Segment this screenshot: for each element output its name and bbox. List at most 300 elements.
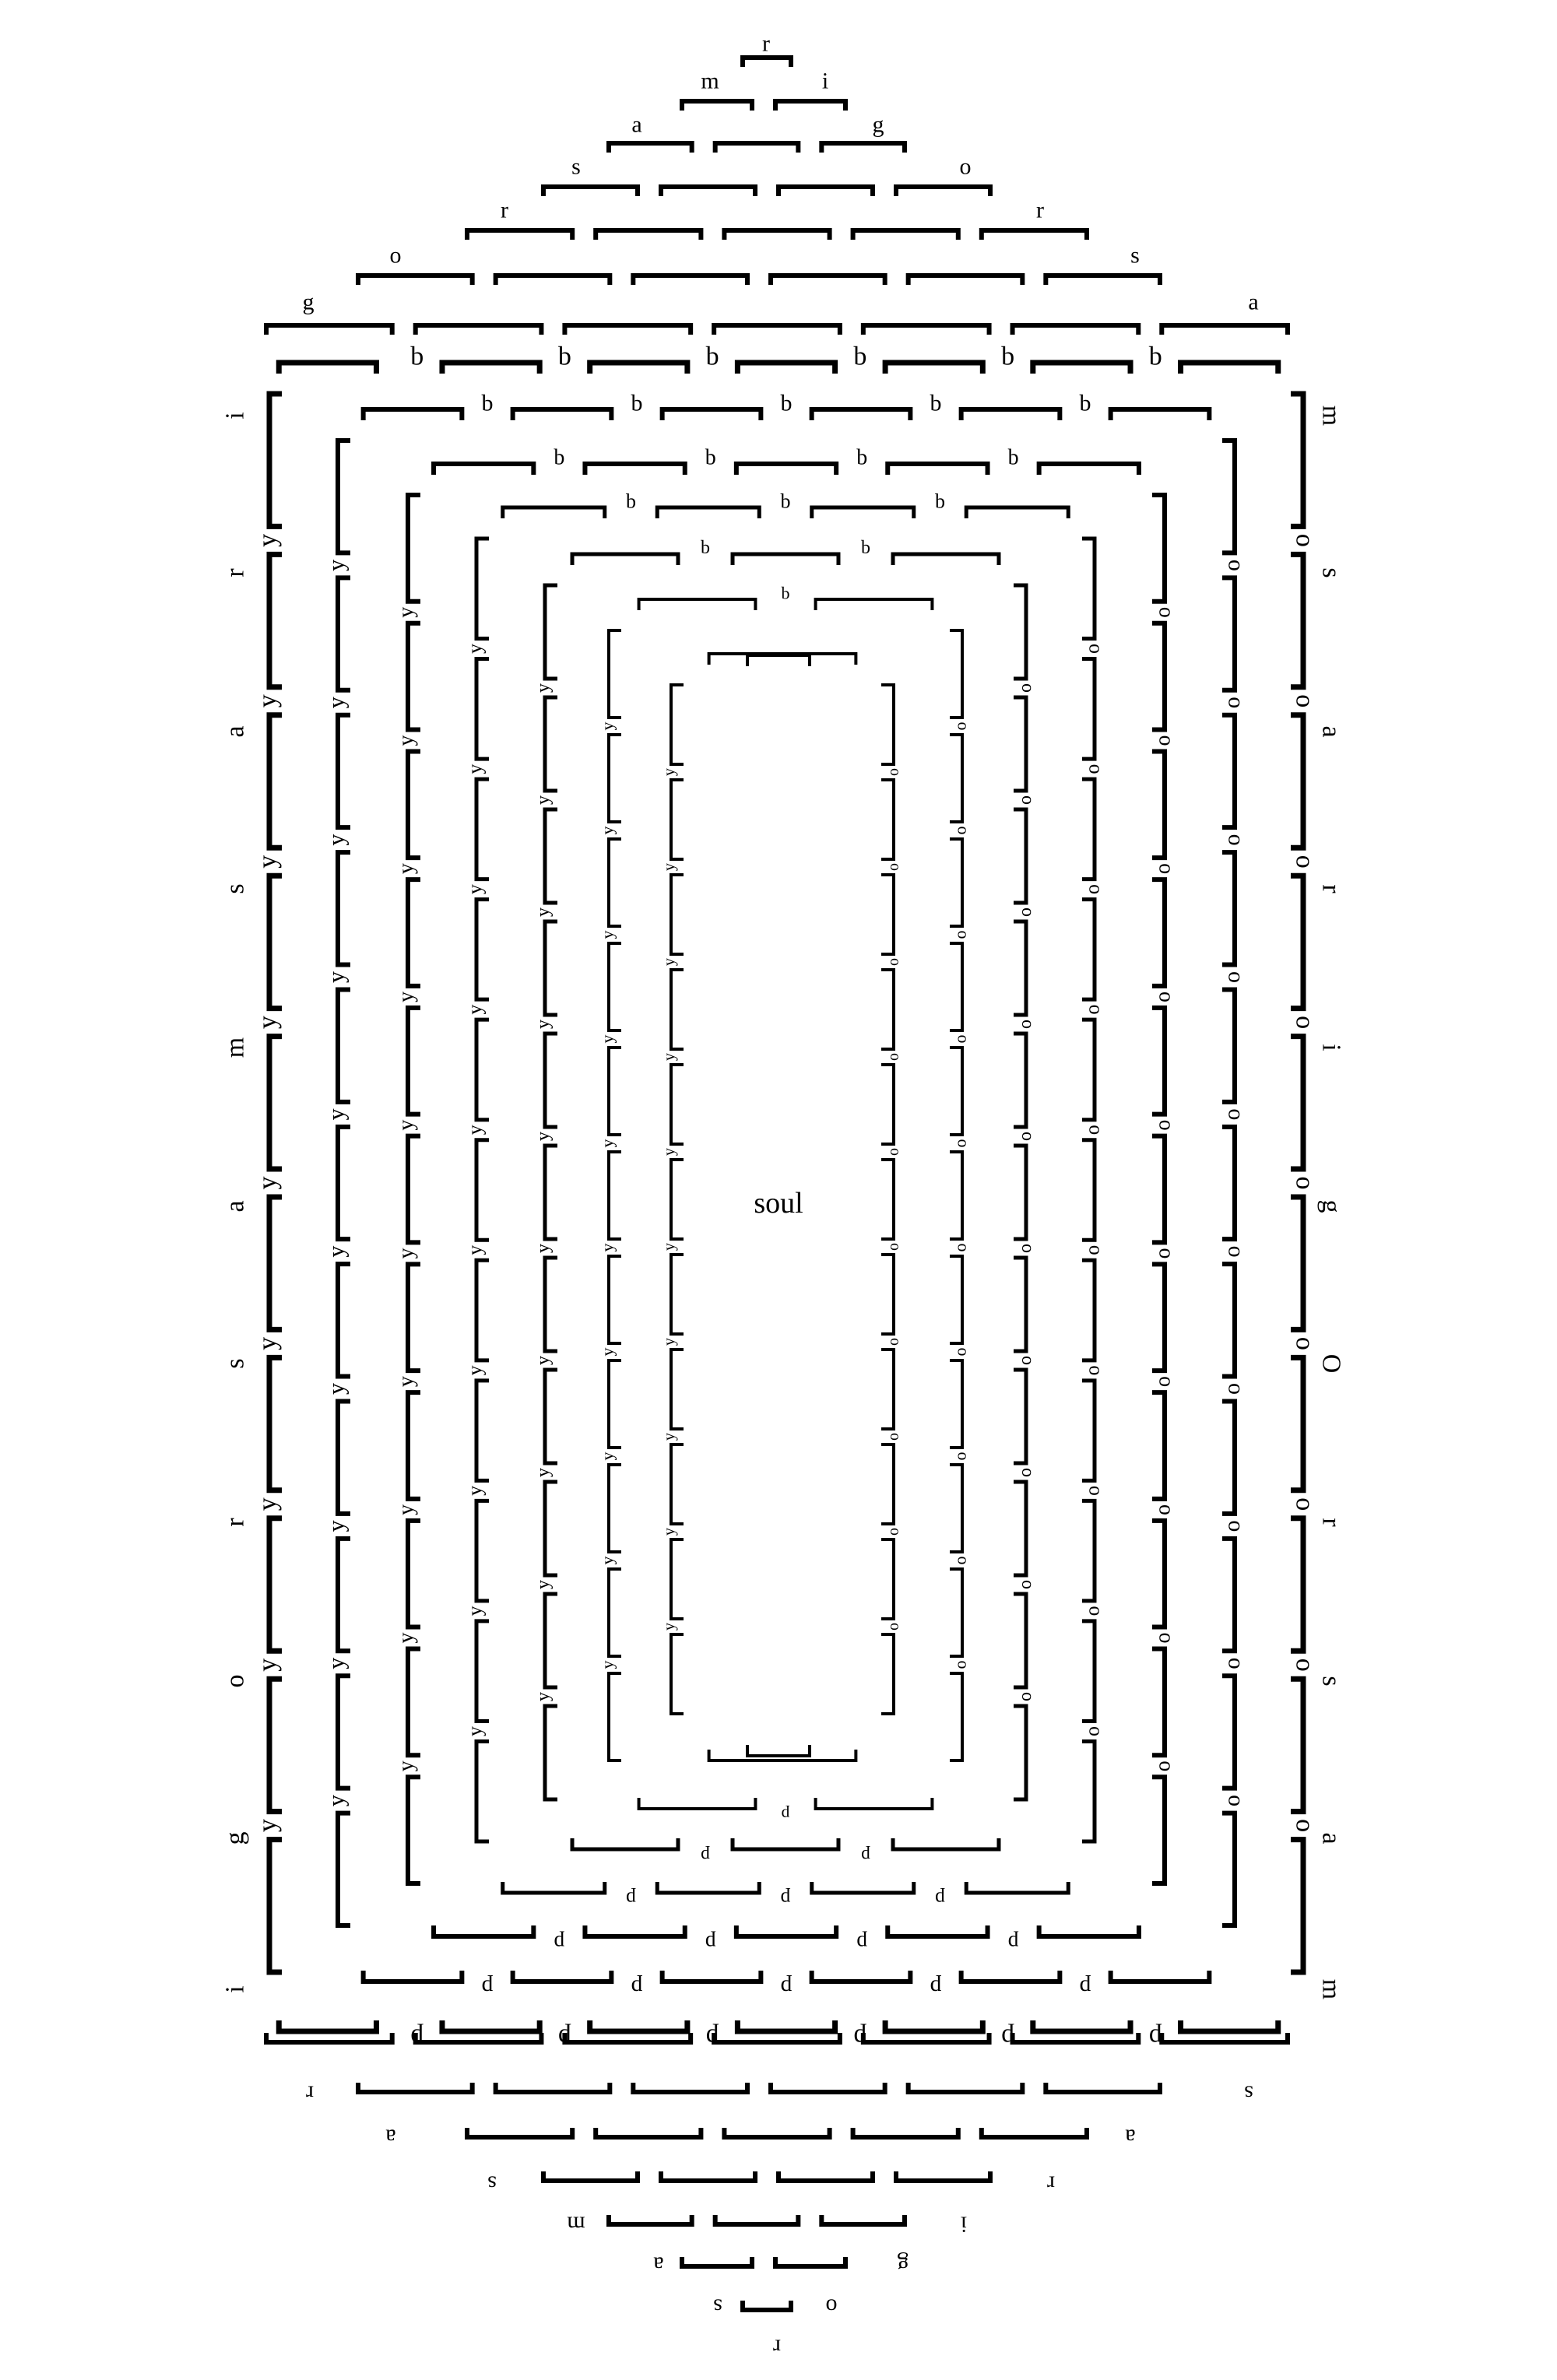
apex-bottom-letter: r bbox=[306, 2080, 314, 2107]
right-outer-letter: i bbox=[1316, 1044, 1346, 1051]
left-bracket bbox=[671, 1350, 684, 1429]
top-bar bbox=[812, 409, 911, 420]
right-fill-letter: o bbox=[1154, 1376, 1179, 1388]
top-fill-letter: b bbox=[705, 445, 716, 470]
apex-bottom-bar bbox=[775, 2257, 845, 2266]
left-bracket bbox=[338, 1813, 350, 1925]
bottom-fill-letter: p bbox=[853, 2023, 867, 2052]
right-fill-letter: o bbox=[1017, 1468, 1038, 1477]
left-fill-letter: y bbox=[253, 855, 283, 869]
apex-bottom-bar bbox=[863, 2033, 989, 2042]
left-bracket bbox=[338, 577, 350, 690]
inner-bottom-bar bbox=[747, 1745, 810, 1756]
left-bracket bbox=[408, 1777, 420, 1883]
apex-top-bar bbox=[909, 276, 1023, 285]
apex-top-letter: g bbox=[872, 111, 884, 138]
bottom-bar bbox=[585, 1925, 684, 1936]
left-bracket bbox=[609, 735, 621, 822]
right-bracket bbox=[1291, 1518, 1303, 1651]
top-bar bbox=[657, 507, 759, 518]
apex-top-bar bbox=[661, 187, 755, 196]
left-fill-letter: y bbox=[394, 1376, 419, 1388]
right-outer-letter: s bbox=[1316, 567, 1346, 578]
right-bracket bbox=[950, 1256, 962, 1343]
right-bracket bbox=[1082, 1741, 1095, 1841]
apex-top-bar bbox=[715, 143, 799, 153]
apex-top-bar bbox=[863, 325, 989, 335]
right-outer-letter: r bbox=[1316, 884, 1346, 893]
left-bracket bbox=[338, 441, 350, 553]
top-fill-letter: b bbox=[1148, 342, 1162, 371]
right-fill-letter: o bbox=[1154, 1248, 1179, 1259]
apex-bottom-letter: s bbox=[713, 2294, 722, 2320]
top-bar bbox=[893, 554, 999, 565]
left-bracket bbox=[408, 1008, 420, 1115]
top-bar bbox=[736, 464, 836, 475]
right-fill-letter: o bbox=[1084, 1725, 1108, 1736]
inner-top-bar bbox=[747, 655, 810, 666]
right-bracket bbox=[1082, 539, 1095, 639]
left-bracket bbox=[408, 1521, 420, 1627]
right-outer-letter: m bbox=[1316, 1978, 1346, 2000]
right-fill-letter: o bbox=[1223, 697, 1249, 709]
right-bracket bbox=[1152, 1521, 1165, 1627]
right-bracket bbox=[1152, 1264, 1165, 1371]
left-bracket bbox=[269, 876, 282, 1008]
left-fill-letter: y bbox=[253, 1176, 283, 1190]
right-bracket bbox=[950, 839, 962, 926]
left-fill-letter: y bbox=[533, 1468, 554, 1477]
apex-top-bar bbox=[682, 101, 752, 111]
left-bracket bbox=[609, 1048, 621, 1135]
right-fill-letter: o bbox=[1017, 1020, 1038, 1029]
right-bracket bbox=[1291, 876, 1303, 1008]
right-bracket bbox=[1014, 809, 1026, 903]
apex-top-bar bbox=[775, 101, 845, 111]
apex-bottom-bar bbox=[266, 2033, 392, 2042]
left-bracket bbox=[408, 1649, 420, 1756]
top-bar bbox=[572, 554, 678, 565]
left-fill-letter: y bbox=[533, 1356, 554, 1365]
right-fill-letter: o bbox=[887, 1433, 904, 1441]
right-bracket bbox=[881, 1350, 894, 1429]
apex-top-bar bbox=[771, 276, 885, 285]
top-fill-letter: b bbox=[410, 342, 424, 371]
right-fill-letter: o bbox=[954, 721, 974, 731]
apex-bottom-letter: g bbox=[897, 2252, 909, 2278]
apex-top-bar bbox=[266, 325, 392, 335]
left-bracket bbox=[408, 751, 420, 858]
apex-top-bar bbox=[821, 143, 905, 153]
apex-top-letter: a bbox=[1248, 289, 1259, 315]
apex-bottom-bar bbox=[778, 2171, 873, 2181]
bottom-fill-letter: p bbox=[1001, 2023, 1015, 2052]
top-fill-letter: b bbox=[935, 490, 945, 513]
right-bracket bbox=[1152, 1008, 1165, 1115]
apex-bottom-bar bbox=[714, 2033, 840, 2042]
right-fill-letter: o bbox=[954, 1556, 974, 1565]
apex-top-letter: r bbox=[762, 30, 770, 57]
left-bracket bbox=[476, 1741, 489, 1841]
bottom-bar bbox=[1111, 1971, 1210, 1982]
right-fill-letter: o bbox=[1017, 683, 1038, 693]
right-fill-letter: o bbox=[1290, 1016, 1320, 1030]
right-fill-letter: o bbox=[1290, 1336, 1320, 1350]
top-fill-letter: b bbox=[1007, 445, 1019, 470]
left-fill-letter: y bbox=[323, 1108, 350, 1121]
left-fill-letter: y bbox=[661, 863, 678, 871]
right-fill-letter: o bbox=[1223, 1520, 1249, 1532]
left-fill-letter: y bbox=[394, 1248, 419, 1259]
left-fill-letter: y bbox=[253, 1016, 283, 1030]
right-bracket bbox=[1222, 989, 1235, 1101]
bottom-bar bbox=[1181, 2020, 1278, 2031]
apex-top-letter: i bbox=[821, 68, 829, 94]
top-fill-letter: b bbox=[626, 490, 636, 513]
bottom-fill-letter: p bbox=[481, 1975, 494, 2001]
right-fill-letter: o bbox=[887, 1623, 904, 1631]
top-bar bbox=[1111, 409, 1210, 420]
right-bracket bbox=[881, 780, 894, 859]
right-bracket bbox=[1222, 1539, 1235, 1651]
right-bracket bbox=[1291, 715, 1303, 848]
apex-top-letter: o bbox=[389, 242, 402, 269]
left-bracket bbox=[269, 1197, 282, 1329]
left-fill-letter: y bbox=[597, 1556, 617, 1565]
right-bracket bbox=[1152, 623, 1165, 730]
left-bracket bbox=[609, 1360, 621, 1448]
left-outer-letter: m bbox=[220, 1037, 250, 1058]
right-bracket bbox=[1152, 879, 1165, 986]
top-bar bbox=[442, 363, 540, 374]
right-bracket bbox=[1291, 1037, 1303, 1169]
left-bracket bbox=[269, 554, 282, 686]
left-bracket bbox=[338, 1539, 350, 1651]
apex-top-letter: o bbox=[959, 153, 972, 180]
apex-top-bar bbox=[896, 187, 990, 196]
left-bracket bbox=[545, 921, 557, 1015]
left-bracket bbox=[338, 715, 350, 827]
apex-bottom-bar bbox=[1013, 2033, 1139, 2042]
right-bracket bbox=[1222, 1127, 1235, 1239]
left-bracket bbox=[408, 879, 420, 986]
bottom-fill-letter: p bbox=[780, 1887, 791, 1911]
left-bracket bbox=[476, 779, 489, 879]
right-bracket bbox=[950, 630, 962, 718]
right-fill-letter: o bbox=[1084, 1365, 1108, 1376]
top-fill-letter: b bbox=[1001, 342, 1015, 371]
apex-bottom-letter: i bbox=[960, 2211, 968, 2238]
right-bracket bbox=[1291, 1357, 1303, 1490]
bottom-fill-letter: p bbox=[557, 2023, 571, 2052]
right-bracket bbox=[1014, 1370, 1026, 1463]
left-bracket bbox=[671, 1160, 684, 1239]
right-fill-letter: o bbox=[1223, 1657, 1249, 1669]
bottom-bar bbox=[733, 1838, 838, 1849]
bottom-bar bbox=[442, 2020, 540, 2031]
apex-bottom-bar bbox=[596, 2128, 701, 2137]
left-fill-letter: y bbox=[597, 721, 617, 731]
right-fill-letter: o bbox=[1290, 1176, 1320, 1190]
apex-bottom-letter: r bbox=[1047, 2171, 1055, 2197]
left-outer-letter: g bbox=[220, 1831, 250, 1845]
right-bracket bbox=[881, 1634, 894, 1714]
right-fill-letter: o bbox=[887, 768, 904, 776]
left-bracket bbox=[609, 1569, 621, 1656]
left-fill-letter: y bbox=[253, 1658, 283, 1672]
left-fill-letter: y bbox=[394, 991, 419, 1002]
right-bracket bbox=[1082, 900, 1095, 1000]
right-fill-letter: o bbox=[954, 1034, 974, 1044]
left-bracket bbox=[671, 1444, 684, 1524]
left-fill-letter: y bbox=[597, 1660, 617, 1669]
apex-top-bar bbox=[564, 325, 691, 335]
left-bracket bbox=[408, 1136, 420, 1243]
right-bracket bbox=[950, 1360, 962, 1448]
right-bracket bbox=[1082, 1501, 1095, 1601]
left-fill-letter: y bbox=[253, 694, 283, 708]
right-fill-letter: o bbox=[1084, 1125, 1108, 1136]
apex-top-letter: a bbox=[631, 111, 642, 138]
right-bracket bbox=[1014, 585, 1026, 679]
top-bar bbox=[639, 599, 756, 610]
bottom-fill-letter: p bbox=[930, 1975, 942, 2001]
right-fill-letter: o bbox=[954, 826, 974, 835]
left-fill-letter: y bbox=[661, 1053, 678, 1061]
bottom-bar bbox=[513, 1971, 612, 1982]
right-bracket bbox=[1082, 1260, 1095, 1360]
right-fill-letter: o bbox=[1017, 1692, 1038, 1701]
right-bracket bbox=[881, 1160, 894, 1239]
left-fill-letter: y bbox=[323, 1657, 350, 1669]
right-fill-letter: o bbox=[1084, 1485, 1108, 1496]
bottom-bar bbox=[663, 1971, 761, 1982]
left-bracket bbox=[545, 1482, 557, 1575]
left-fill-letter: y bbox=[323, 1520, 350, 1532]
right-fill-letter: o bbox=[1084, 884, 1108, 895]
right-bracket bbox=[881, 970, 894, 1049]
left-bracket bbox=[671, 1539, 684, 1619]
apex-bottom-bar bbox=[724, 2128, 829, 2137]
left-fill-letter: y bbox=[323, 697, 350, 709]
apex-bottom-bar bbox=[821, 2215, 905, 2224]
left-bracket bbox=[408, 623, 420, 730]
top-bar bbox=[737, 363, 835, 374]
top-bar bbox=[364, 409, 462, 420]
left-fill-letter: y bbox=[463, 1365, 487, 1376]
top-bar bbox=[816, 599, 933, 610]
apex-bottom-bar bbox=[909, 2083, 1023, 2092]
left-bracket bbox=[476, 539, 489, 639]
left-fill-letter: y bbox=[533, 1580, 554, 1589]
right-bracket bbox=[1014, 1706, 1026, 1799]
right-fill-letter: o bbox=[1017, 1132, 1038, 1141]
left-bracket bbox=[545, 1706, 557, 1799]
top-bar bbox=[434, 464, 533, 475]
left-fill-letter: y bbox=[394, 606, 419, 618]
right-bracket bbox=[1014, 1482, 1026, 1575]
bottom-bar bbox=[887, 1925, 987, 1936]
left-outer-letter: i bbox=[220, 412, 250, 419]
top-bar bbox=[503, 507, 605, 518]
left-bracket bbox=[269, 715, 282, 848]
right-bracket bbox=[1222, 1813, 1235, 1925]
bottom-bar bbox=[1033, 2020, 1130, 2031]
top-bar bbox=[585, 464, 684, 475]
bottom-fill-letter: p bbox=[701, 1845, 710, 1866]
apex-bottom-bar bbox=[715, 2215, 799, 2224]
left-fill-letter: y bbox=[661, 958, 678, 966]
center-word: soul bbox=[754, 1187, 803, 1220]
left-fill-letter: y bbox=[463, 1606, 487, 1617]
apex-bottom-bar bbox=[496, 2083, 610, 2092]
bottom-bar bbox=[736, 1925, 836, 1936]
right-bracket bbox=[881, 1255, 894, 1334]
left-fill-letter: y bbox=[323, 1383, 350, 1395]
bottom-bar bbox=[893, 1838, 999, 1849]
left-fill-letter: y bbox=[394, 863, 419, 875]
top-fill-letter: b bbox=[705, 342, 719, 371]
right-bracket bbox=[881, 1539, 894, 1619]
bottom-fill-letter: p bbox=[780, 1975, 793, 2001]
top-bar bbox=[812, 507, 914, 518]
apex-top-bar bbox=[467, 230, 572, 240]
right-bracket bbox=[950, 1673, 962, 1760]
left-bracket bbox=[338, 1676, 350, 1788]
apex-bottom-bar bbox=[633, 2083, 747, 2092]
top-fill-letter: b bbox=[780, 390, 793, 416]
right-bracket bbox=[1014, 921, 1026, 1015]
left-bracket bbox=[545, 1146, 557, 1239]
top-bar bbox=[279, 363, 376, 374]
apex-bottom-letter: a bbox=[1125, 2124, 1136, 2150]
right-bracket bbox=[1291, 1679, 1303, 1811]
top-bar bbox=[590, 363, 687, 374]
apex-top-bar bbox=[416, 325, 542, 335]
apex-bottom-bar bbox=[853, 2128, 958, 2137]
left-fill-letter: y bbox=[394, 1119, 419, 1131]
apex-top-bar bbox=[724, 230, 829, 240]
apex-top-bar bbox=[714, 325, 840, 335]
left-bracket bbox=[545, 1594, 557, 1687]
right-fill-letter: o bbox=[954, 930, 974, 939]
top-fill-letter: b bbox=[701, 538, 710, 558]
bottom-fill-letter: p bbox=[410, 2023, 424, 2052]
apex-top-letter: r bbox=[501, 197, 508, 223]
apex-bottom-bar bbox=[1046, 2083, 1160, 2092]
top-fill-letter: b bbox=[631, 390, 643, 416]
right-fill-letter: o bbox=[1290, 855, 1320, 869]
right-bracket bbox=[1152, 1777, 1165, 1883]
right-fill-letter: o bbox=[954, 1347, 974, 1357]
bottom-fill-letter: p bbox=[626, 1887, 636, 1911]
right-fill-letter: o bbox=[1223, 1108, 1249, 1121]
apex-bottom-bar bbox=[682, 2257, 752, 2266]
right-fill-letter: o bbox=[1084, 763, 1108, 774]
apex-bottom-bar bbox=[1162, 2033, 1288, 2042]
left-fill-letter: y bbox=[253, 533, 283, 547]
bottom-bar bbox=[503, 1882, 605, 1893]
left-bracket bbox=[476, 1140, 489, 1241]
top-bar bbox=[885, 363, 982, 374]
apex-bottom-letter: m bbox=[567, 2211, 585, 2238]
top-fill-letter: b bbox=[481, 390, 494, 416]
left-bracket bbox=[408, 495, 420, 602]
top-bar bbox=[961, 409, 1060, 420]
right-bracket bbox=[1152, 751, 1165, 858]
apex-top-bar bbox=[358, 276, 473, 285]
right-fill-letter: o bbox=[1154, 606, 1179, 618]
left-bracket bbox=[408, 1392, 420, 1499]
left-outer-letter: a bbox=[220, 725, 250, 738]
top-fill-letter: b bbox=[780, 490, 791, 513]
left-bracket bbox=[338, 1264, 350, 1376]
apex-top-bar bbox=[496, 276, 610, 285]
left-fill-letter: y bbox=[597, 1034, 617, 1044]
left-bracket bbox=[269, 1037, 282, 1169]
apex-top-letter: m bbox=[701, 68, 719, 94]
right-fill-letter: o bbox=[887, 1243, 904, 1251]
apex-top-bar bbox=[743, 58, 791, 67]
right-outer-letter: r bbox=[1316, 1518, 1346, 1527]
right-fill-letter: o bbox=[954, 1660, 974, 1669]
bottom-bar bbox=[279, 2020, 376, 2031]
left-fill-letter: y bbox=[661, 1338, 678, 1346]
left-bracket bbox=[545, 697, 557, 791]
right-bracket bbox=[1082, 1621, 1095, 1722]
bottom-bar bbox=[657, 1882, 759, 1893]
left-fill-letter: y bbox=[597, 1139, 617, 1148]
right-bracket bbox=[1014, 1258, 1026, 1351]
bottom-bar bbox=[434, 1925, 533, 1936]
left-fill-letter: y bbox=[661, 1433, 678, 1441]
left-fill-letter: y bbox=[533, 1020, 554, 1029]
left-bracket bbox=[671, 970, 684, 1049]
bottom-bar bbox=[1039, 1925, 1139, 1936]
left-fill-letter: y bbox=[661, 768, 678, 776]
left-bracket bbox=[609, 1152, 621, 1239]
left-bracket bbox=[269, 1840, 282, 1972]
left-bracket bbox=[338, 989, 350, 1101]
bottom-bar bbox=[885, 2020, 982, 2031]
left-fill-letter: y bbox=[323, 834, 350, 846]
left-outer-letter: a bbox=[220, 1200, 250, 1213]
right-fill-letter: o bbox=[887, 863, 904, 871]
bottom-fill-letter: p bbox=[861, 1845, 870, 1866]
top-fill-letter: b bbox=[554, 445, 565, 470]
left-fill-letter: y bbox=[661, 1148, 678, 1156]
left-fill-letter: y bbox=[661, 1243, 678, 1251]
right-fill-letter: o bbox=[1290, 1497, 1320, 1511]
right-bracket bbox=[1152, 1136, 1165, 1243]
left-bracket bbox=[338, 852, 350, 964]
left-fill-letter: y bbox=[323, 1795, 350, 1807]
right-bracket bbox=[1222, 1676, 1235, 1788]
left-fill-letter: y bbox=[597, 1347, 617, 1357]
left-fill-letter: y bbox=[533, 683, 554, 693]
left-fill-letter: y bbox=[463, 1004, 487, 1015]
apex-bottom-letter: a bbox=[385, 2124, 396, 2150]
left-bracket bbox=[545, 1258, 557, 1351]
right-fill-letter: o bbox=[1154, 991, 1179, 1002]
apex-bottom-letter: s bbox=[487, 2171, 497, 2197]
left-bracket bbox=[476, 1020, 489, 1120]
right-bracket bbox=[950, 1465, 962, 1552]
apex-bottom-bar bbox=[609, 2215, 692, 2224]
left-fill-letter: y bbox=[253, 1819, 283, 1833]
apex-bottom-letter: o bbox=[825, 2294, 838, 2320]
top-fill-letter: b bbox=[853, 342, 867, 371]
